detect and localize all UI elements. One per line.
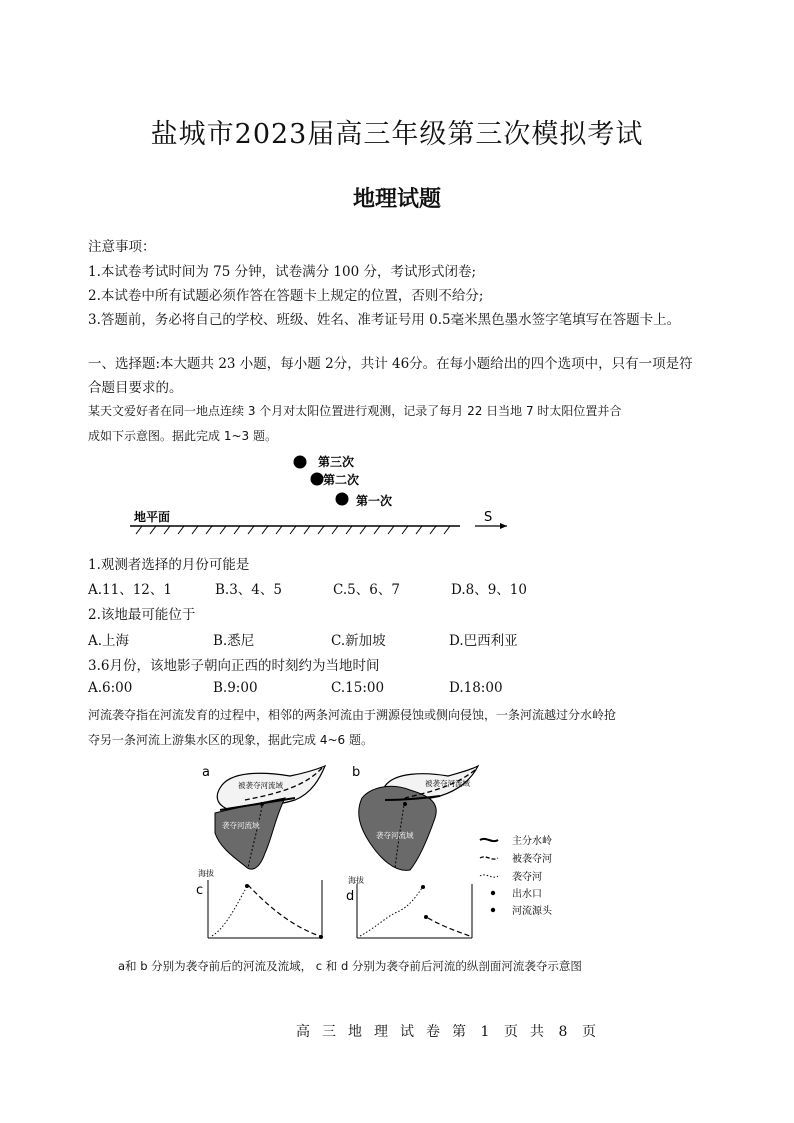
label-third: 第三次 bbox=[318, 455, 355, 469]
option-d: D.巴西利亚 bbox=[449, 633, 518, 649]
option-a: A.6:00 bbox=[88, 680, 133, 696]
section-instruction-cont: 合题目要求的。 bbox=[88, 380, 183, 396]
note-item: 1.本试卷考试时间为 75 分钟，试卷满分 100 分，考试形式闭卷; bbox=[88, 264, 477, 280]
figure-legend bbox=[480, 834, 553, 917]
outlet-point-d bbox=[424, 915, 428, 919]
source-point-d bbox=[421, 885, 425, 889]
question-stem: 2.该地最可能位于 bbox=[88, 607, 196, 623]
footer-char: 理 bbox=[374, 1024, 388, 1040]
passage-intro-cont: 成如下示意图。据此完成 1~3 题。 bbox=[88, 429, 277, 443]
profile-captured-d bbox=[428, 918, 470, 936]
legend-captured-symbol bbox=[480, 857, 498, 859]
option-b: B.悉尼 bbox=[213, 633, 255, 649]
passage-intro: 河流袭夺指在河流发育的过程中，相邻的两条河流由于溯源侵蚀或侧向侵蚀，一条河流越过分水岭抢 bbox=[88, 708, 617, 722]
source-point-c bbox=[245, 884, 249, 888]
footer-total-pages: 8 bbox=[558, 1024, 568, 1040]
figure-caption: a和 b 分别为袭夺前后的河流及流域， c 和 d 分别为袭夺前后河流的纵剖面河流袭夺示意图 bbox=[118, 959, 582, 973]
legend-captured-river: 被袭夺河 bbox=[512, 854, 552, 865]
page-title: 盐城市2023届高三年级第三次模拟考试 bbox=[150, 119, 644, 150]
option-a: A.11、12、1 bbox=[88, 582, 172, 598]
sun-dot-third bbox=[294, 456, 307, 469]
footer-char: 高 bbox=[296, 1024, 310, 1040]
option-d: D.18:00 bbox=[449, 680, 503, 696]
panel-label-a: a bbox=[202, 765, 210, 780]
passage-intro: 某天文爱好者在同一地点连续 3 个月对太阳位置进行观测，记录了每月 22 日当地 7 时太阳位置并合 bbox=[88, 404, 622, 418]
arrow-head-icon bbox=[500, 523, 507, 529]
sun-dot-first bbox=[336, 493, 349, 506]
label-first: 第一次 bbox=[356, 494, 393, 508]
option-c: C.新加坡 bbox=[331, 633, 386, 649]
direction-label: S bbox=[484, 510, 493, 525]
legend-source: 河流源头 bbox=[512, 906, 552, 917]
panel-label-c: c bbox=[196, 883, 204, 898]
captured-basin-label-a: 被袭夺河流域 bbox=[238, 781, 283, 790]
notes-heading: 注意事项： bbox=[88, 239, 156, 255]
profile-captured-c bbox=[248, 885, 320, 936]
profile-capturing-c bbox=[212, 890, 245, 936]
footer-page-number: 1 bbox=[480, 1024, 490, 1040]
outlet-point-c bbox=[319, 935, 323, 939]
option-c: C.15:00 bbox=[331, 680, 385, 696]
horizon-label: 地平面 bbox=[134, 510, 171, 524]
panel-label-d: d bbox=[346, 889, 355, 904]
legend-capturing-symbol bbox=[480, 875, 498, 877]
legend-outlet: 出水口 bbox=[512, 889, 542, 900]
legend-divide-symbol bbox=[480, 839, 498, 841]
question-stem: 3.6月份，该地影子朝向正西的时刻约为当地时间 bbox=[88, 658, 380, 674]
source-point-a bbox=[260, 802, 264, 806]
legend-divide: 主分水岭 bbox=[512, 836, 552, 847]
subject-title: 地理试题 bbox=[352, 187, 441, 212]
footer-char: 卷 bbox=[426, 1024, 440, 1040]
footer-char: 第 bbox=[452, 1024, 466, 1040]
capturing-basin-label-a: 袭夺河流域 bbox=[222, 821, 260, 830]
note-item: 2.本试卷中所有试题必须作答在答题卡上规定的位置，否则不给分; bbox=[88, 288, 484, 304]
legend-outlet-symbol bbox=[491, 891, 495, 895]
footer-char: 三 bbox=[322, 1024, 336, 1040]
footer-char: 地 bbox=[348, 1024, 362, 1040]
horizon-hatching bbox=[136, 526, 450, 534]
option-d: D.8、9、10 bbox=[451, 582, 527, 598]
option-c: C.5、6、7 bbox=[333, 582, 400, 598]
capturing-basin-label-b: 袭夺河流域 bbox=[376, 831, 414, 840]
footer-char: 页 bbox=[504, 1024, 518, 1040]
sun-position-figure bbox=[120, 445, 540, 540]
footer-char: 页 bbox=[582, 1024, 596, 1040]
sun-dot-second bbox=[311, 473, 324, 486]
footer-char: 试 bbox=[400, 1024, 414, 1040]
legend-source-symbol bbox=[491, 908, 495, 912]
passage-intro-cont: 夺另一条河流上游集水区的现象，据此完成 4~6 题。 bbox=[88, 733, 373, 747]
option-b: B.9:00 bbox=[213, 680, 258, 696]
elevation-label-c: 海拔 bbox=[198, 869, 214, 878]
page-footer bbox=[290, 1021, 602, 1041]
legend-capturing-river: 袭夺河 bbox=[512, 872, 542, 883]
section-instruction: 一、选择题:本大题共 23 小题，每小题 2分，共计 46分。在每小题给出的四个选项中，只有一项是符 bbox=[88, 356, 693, 372]
panel-label-b: b bbox=[352, 765, 361, 780]
river-capture-figure bbox=[190, 758, 610, 948]
question-stem: 1.观测者选择的月份可能是 bbox=[88, 557, 250, 573]
source-point-b bbox=[403, 802, 407, 806]
option-b: B.3、4、5 bbox=[215, 582, 282, 598]
note-item: 3.答题前，务必将自己的学校、班级、姓名、准考证号用 0.5毫米黑色墨水签字笔填写在答题卡上。 bbox=[88, 312, 681, 328]
elevation-label-d: 海拔 bbox=[348, 876, 364, 885]
captured-basin-label-b: 被袭夺河流域 bbox=[425, 779, 470, 788]
footer-char: 共 bbox=[530, 1024, 544, 1040]
profile-capturing-d bbox=[360, 888, 422, 936]
option-a: A.上海 bbox=[88, 633, 130, 649]
label-second: 第二次 bbox=[323, 473, 360, 487]
